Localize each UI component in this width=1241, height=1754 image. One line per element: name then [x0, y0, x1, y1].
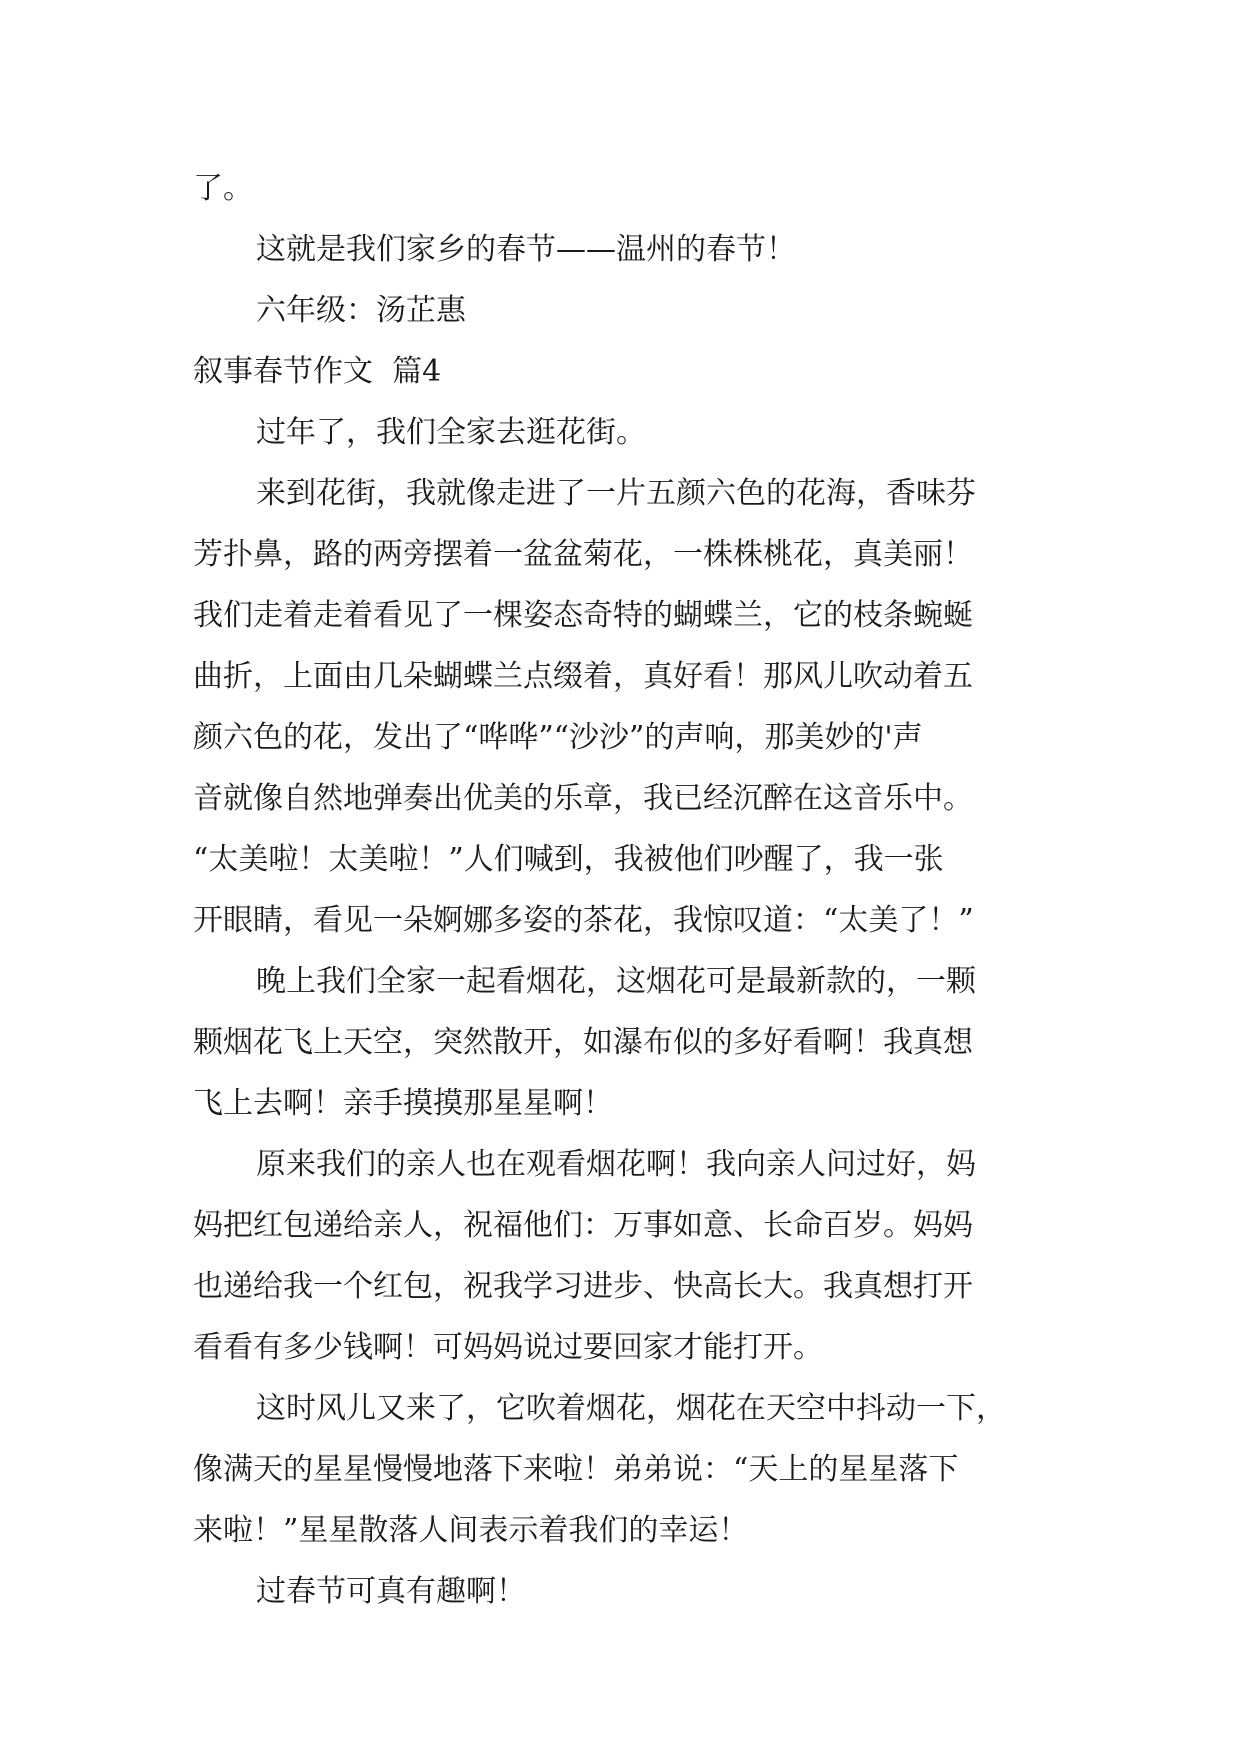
text-line: 开眼睛，看见一朵婀娜多姿的茶花，我惊叹道：“太美了！”: [193, 903, 974, 938]
text-line: 这时风儿又来了，它吹着烟花，烟花在天空中抖动一下，: [256, 1391, 1006, 1426]
section-heading: 叙事春节作文 篇4: [193, 354, 442, 389]
text-line: 像满天的星星慢慢地落下来啦！弟弟说：“天上的星星落下: [193, 1452, 959, 1487]
text-line: 芳扑鼻，路的两旁摆着一盆盆菊花，一株株桃花，真美丽！: [193, 537, 973, 572]
text-line: 来到花街，我就像走进了一片五颜六色的花海，香味芬: [256, 476, 976, 511]
text-line: 了。: [193, 171, 253, 206]
text-line: 看看有多少钱啊！可妈妈说过要回家才能打开。: [193, 1330, 823, 1365]
text-line: 这就是我们家乡的春节——温州的春节！: [256, 232, 796, 267]
author-line: 六年级：汤芷惠: [256, 293, 466, 328]
text-line: 晚上我们全家一起看烟花，这烟花可是最新款的，一颗: [256, 964, 976, 999]
text-line: 曲折，上面由几朵蝴蝶兰点缀着，真好看！那风儿吹动着五: [193, 659, 973, 694]
text-line: 我们走着走着看见了一棵姿态奇特的蝴蝶兰，它的枝条蜿蜒: [193, 598, 973, 633]
text-line: “太美啦！太美啦！”人们喊到，我被他们吵醒了，我一张: [193, 842, 944, 877]
text-line: 颜六色的花，发出了“哗哗”“沙沙”的声响，那美妙的'声: [193, 720, 923, 755]
text-line: 颗烟花飞上天空，突然散开，如瀑布似的多好看啊！我真想: [193, 1025, 973, 1060]
text-line: 飞上去啊！亲手摸摸那星星啊！: [193, 1086, 613, 1121]
text-line: 过年了，我们全家去逛花街。: [256, 415, 646, 450]
text-line: 来啦！”星星散落人间表示着我们的幸运！: [193, 1513, 749, 1548]
document-body: [193, 158, 1051, 1622]
text-line: 原来我们的亲人也在观看烟花啊！我向亲人问过好，妈: [256, 1147, 976, 1182]
text-line: 妈把红包递给亲人，祝福他们：万事如意、长命百岁。妈妈: [193, 1208, 973, 1243]
text-line: 也递给我一个红包，祝我学习进步、快高长大。我真想打开: [193, 1269, 973, 1304]
text-line: 音就像自然地弹奏出优美的乐章，我已经沉醉在这音乐中。: [193, 781, 973, 816]
text-line: 过春节可真有趣啊！: [256, 1574, 526, 1609]
